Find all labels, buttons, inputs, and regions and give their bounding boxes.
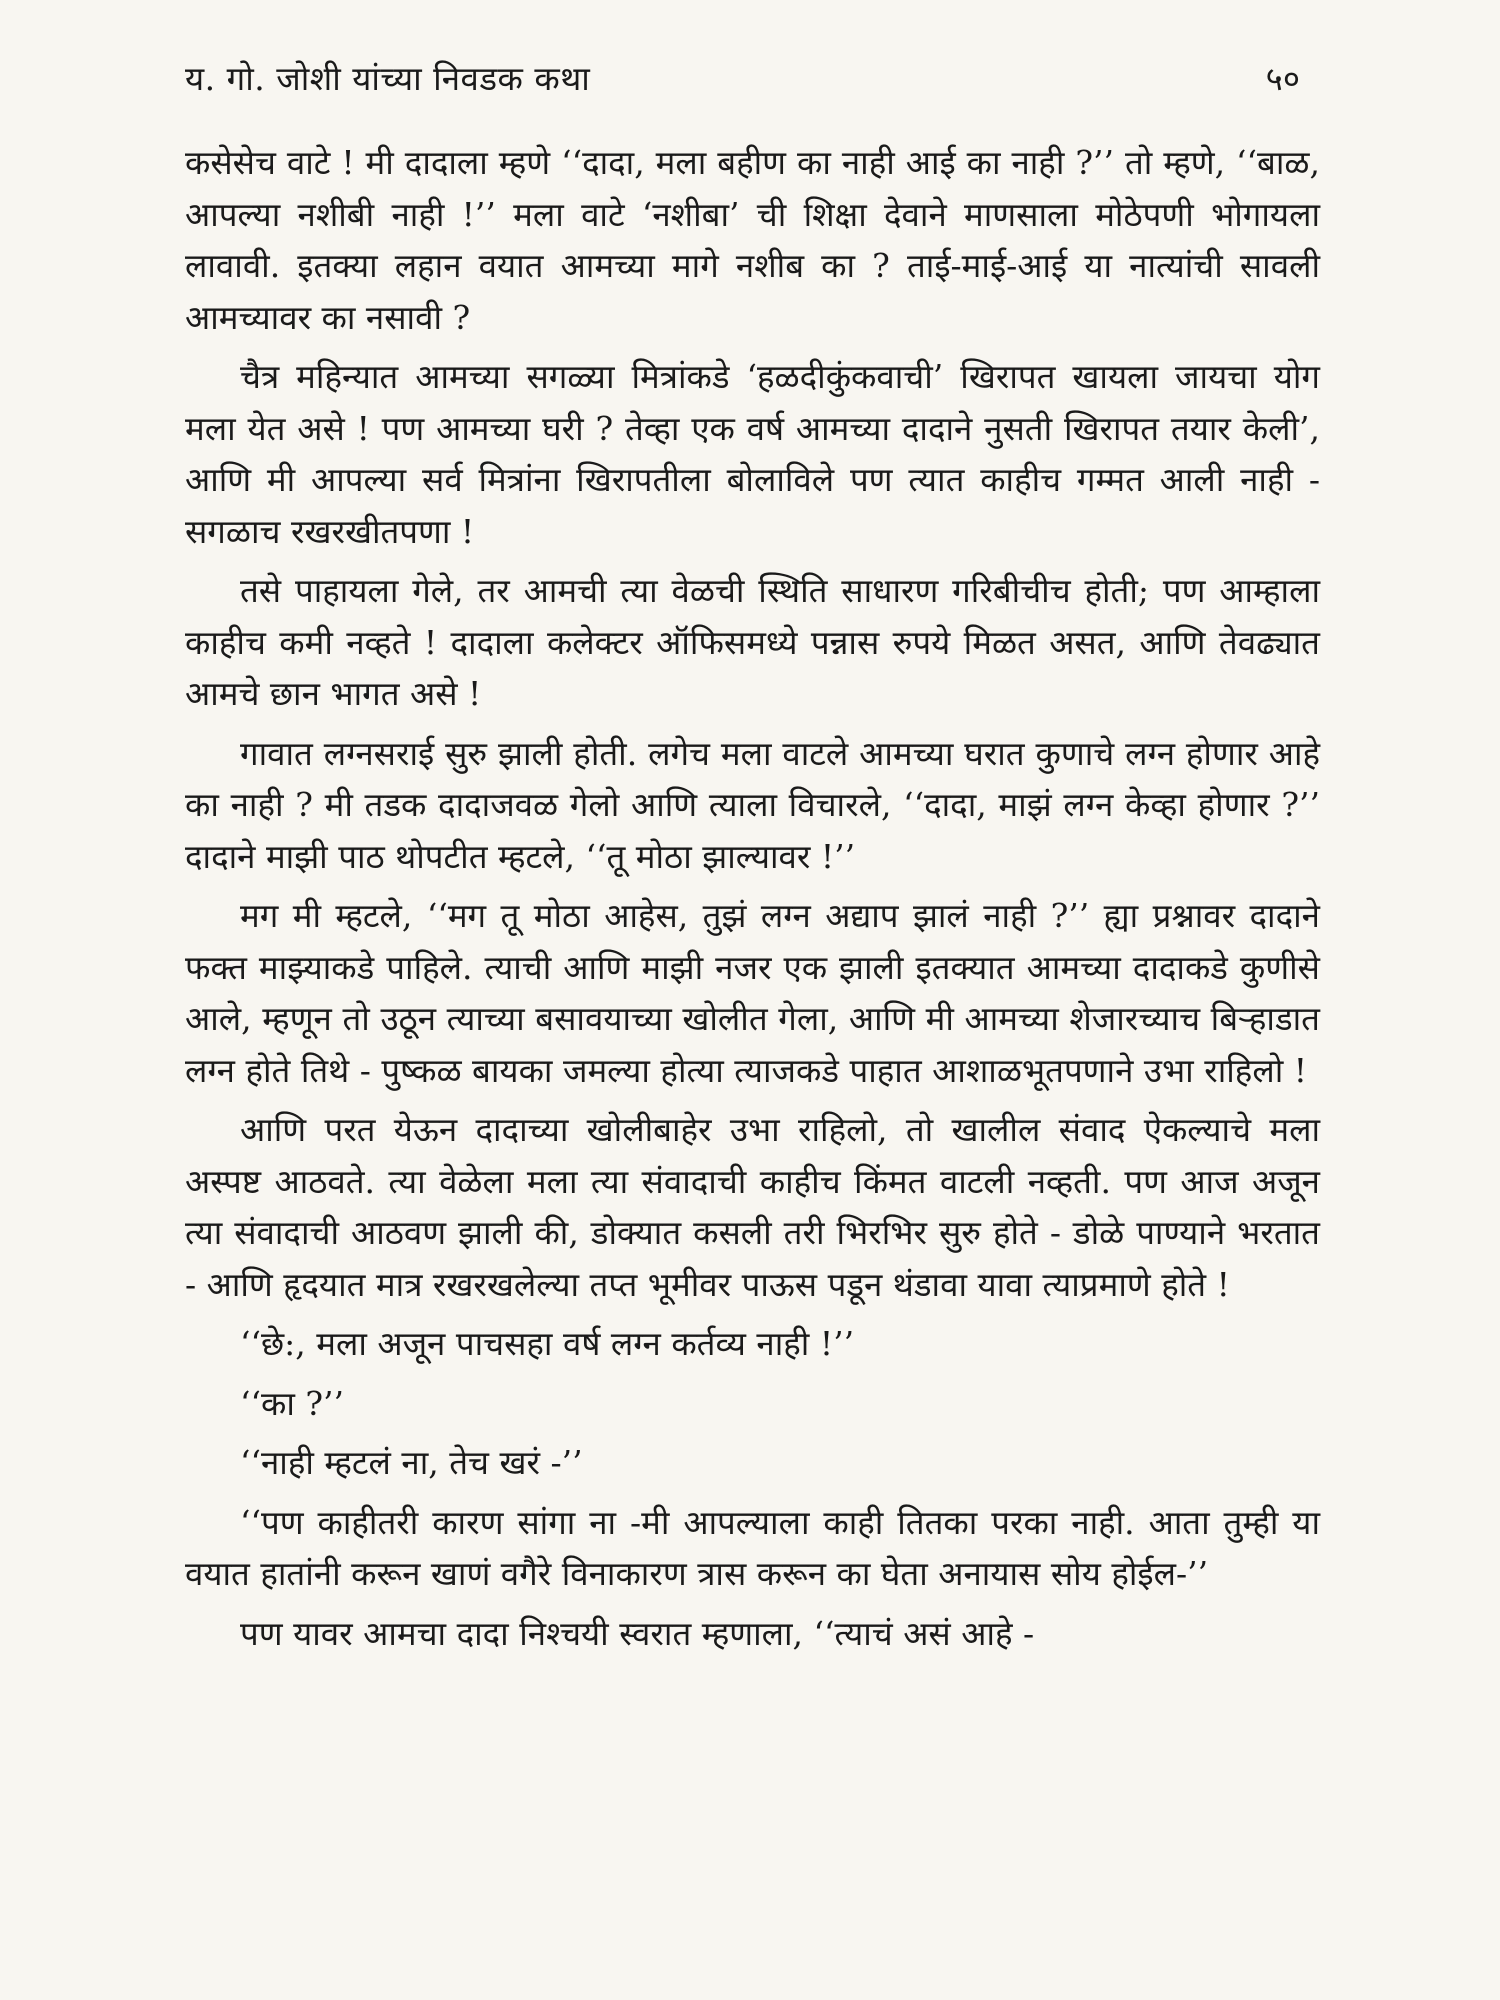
paragraph: मग मी म्हटले, ‘‘मग तू मोठा आहेस, तुझं लग्न अद्याप झालं नाही ?’’ ह्या प्रश्नावर दादाने फक्त माझ्याकडे पाहिले. त्याची आणि माझी नजर एक झाली इतक्यात आमच्या दादाकडे कुणीसे आले, म्हणून तो उठून त्याच्या बसावयाच्या खोलीत गेला, आणि मी आमच्या शेजारच्याच बिऱ्हाडात लग्न होते तिथे - पुष्कळ बायका जमल्या होत्या त्याजकडे पाहात आशाळभूतपणाने उभा राहिलो ! <box>185 896 1320 1090</box>
dialogue-line: ‘‘नाही म्हटलं ना, तेच खरं -’’ <box>240 1443 583 1482</box>
dialogue-line: ‘‘छे:, मला अजून पाचसहा वर्ष लग्न कर्तव्य नाही !’’ <box>240 1324 855 1363</box>
book-title: य. गो. जोशी यांच्या निवडक कथा <box>185 59 591 98</box>
story-text <box>185 137 1320 1659</box>
paragraph: गावात लग्नसराई सुरु झाली होती. लगेच मला वाटले आमच्या घरात कुणाचे लग्न होणार आहे का नाही ? मी तडक दादाजवळ गेलो आणि त्याला विचारले, ‘‘दादा, माझं लग्न केव्हा होणार ?’’ दादाने माझी पाठ थोपटीत म्हटले, ‘‘तू मोठा झाल्यावर !’’ <box>185 733 1320 876</box>
paragraph: आणि परत येऊन दादाच्या खोलीबाहेर उभा राहिलो, तो खालील संवाद ऐकल्याचे मला अस्पष्ट आठवते. त्या वेळेला मला त्या संवादाची काहीच किंमत वाटली नव्हती. पण आज अजून त्या संवादाची आठवण झाली की, डोक्यात कसली तरी भिरभिर सुरु होते - डोळे पाण्याने भरतात - आणि हृदयात मात्र रखरखलेल्या तप्त भूमीवर पाऊस पडून थंडावा यावा त्याप्रमाणे होते ! <box>185 1110 1320 1304</box>
paragraph: तसे पाहायला गेले, तर आमची त्या वेळची स्थिति साधारण गरिबीचीच होती; पण आम्हाला काहीच कमी नव्हते ! दादाला कलेक्टर ऑफिसमध्ये पन्नास रुपये मिळत असत, आणि तेवढ्यात आमचे छान भागत असे ! <box>185 571 1320 713</box>
page-number: ५० <box>1265 59 1300 98</box>
paragraph: कसेसेच वाटे ! मी दादाला म्हणे ‘‘दादा, मला बहीण का नाही आई का नाही ?’’ तो म्हणे, ‘‘बाळ, आपल्या नशीबी नाही !’’ मला वाटे ‘नशीबा’ ची शिक्षा देवाने माणसाला मोठेपणी भोगायला लावावी. इतक्या लहान वयात आमच्या मागे नशीब का ? ताई-माई-आई या नात्यांची सावली आमच्यावर का नसावी ? <box>185 143 1320 337</box>
paragraph: चैत्र महिन्यात आमच्या सगळ्या मित्रांकडे ‘हळदीकुंकवाची’ खिरापत खायला जायचा योग मला येत असे ! पण आमच्या घरी ? तेव्हा एक वर्ष आमच्या दादाने नुसती खिरापत तयार केली’, आणि मी आपल्या सर्व मित्रांना खिरापतीला बोलाविले पण त्यात काहीच गम्मत आली नाही - सगळाच रखरखीतपणा ! <box>185 357 1320 551</box>
dialogue-line: ‘‘पण काहीतरी कारण सांगा ना -मी आपल्याला काही तितका परका नाही. आता तुम्ही या वयात हातांनी करून खाणं वगैरे विनाकारण त्रास करून का घेता अनायास सोय होईल-’’ <box>185 1502 1320 1593</box>
paragraph: पण यावर आमचा दादा निश्चयी स्वरात म्हणाला, ‘‘त्याचं असं आहे - <box>240 1613 1035 1653</box>
page-header <box>185 55 1320 125</box>
dialogue-line: ‘‘का ?’’ <box>240 1383 345 1423</box>
